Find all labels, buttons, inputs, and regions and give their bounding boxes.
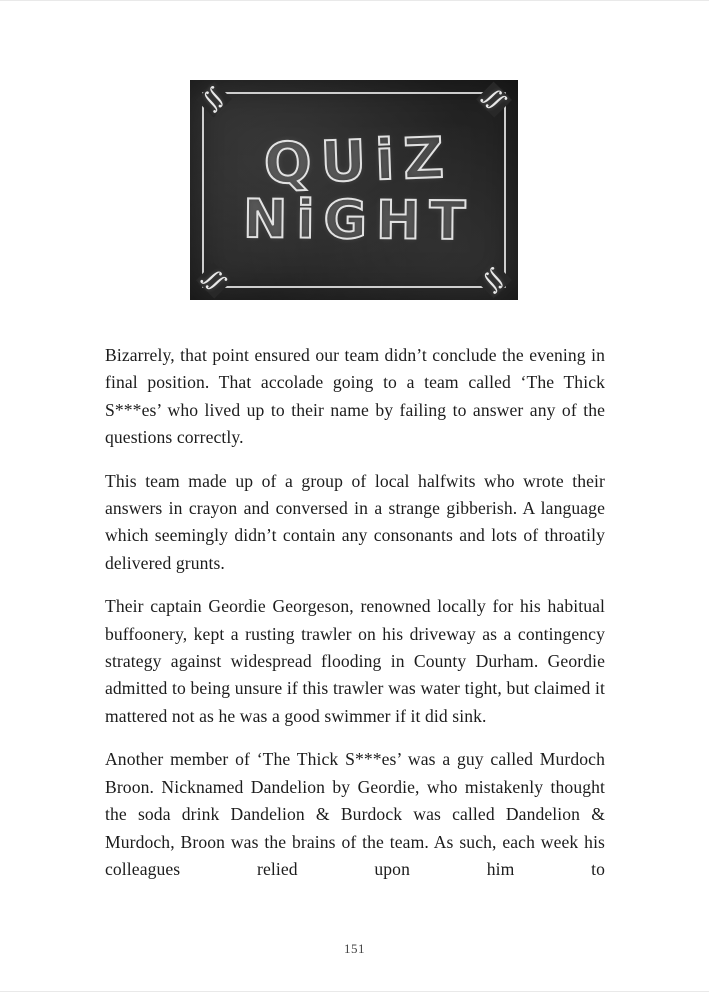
chalk-text-quiz: QUiZ [262,125,454,197]
corner-flourish-icon: ∬ [196,82,232,118]
body-paragraph: This team made up of a group of local halfwits who wrote their answers in crayon and conversed in a strange gibberish. A language which seemingly didn’t contain any consonants and lots of throatily delivered grunts. [105,470,605,573]
body-paragraph: Another member of ‘The Thick S***es’ was a guy called Murdoch Broon. Nicknamed Dandelion by Geordie, who mistakenly thought the soda drink Dandelion & Burdock was called Dandelion & Murdoch, Broon was the brains of the team. As such, each week his colleagues relied upon him to [105,749,605,879]
page-number: 151 [344,941,365,956]
body-paragraph: Their captain Geordie Georgeson, renowned locally for his habitual buffoonery, kept a rusting trawler on his driveway as a contingency strategy against widespread flooding in County Durham. Geordie admitted to being unsure if this trawler was water tight, but claimed it mattered not as he was a good swimmer if it did sink. [105,596,605,726]
body-paragraph: Bizarrely, that point ensured our team didn’t conclude the evening in final position. That accolade going to a team called ‘The Thick S***es’ who lived up to their name by failing to answer any of the questions correctly. [105,345,605,448]
corner-flourish-icon: ∬ [476,263,512,299]
page-body [105,342,605,899]
corner-flourish-icon: ∬ [196,263,232,299]
quiz-night-chalkboard-image [190,80,518,300]
chalk-text-night: NiGHT [242,188,475,252]
corner-flourish-icon: ∬ [476,82,512,118]
